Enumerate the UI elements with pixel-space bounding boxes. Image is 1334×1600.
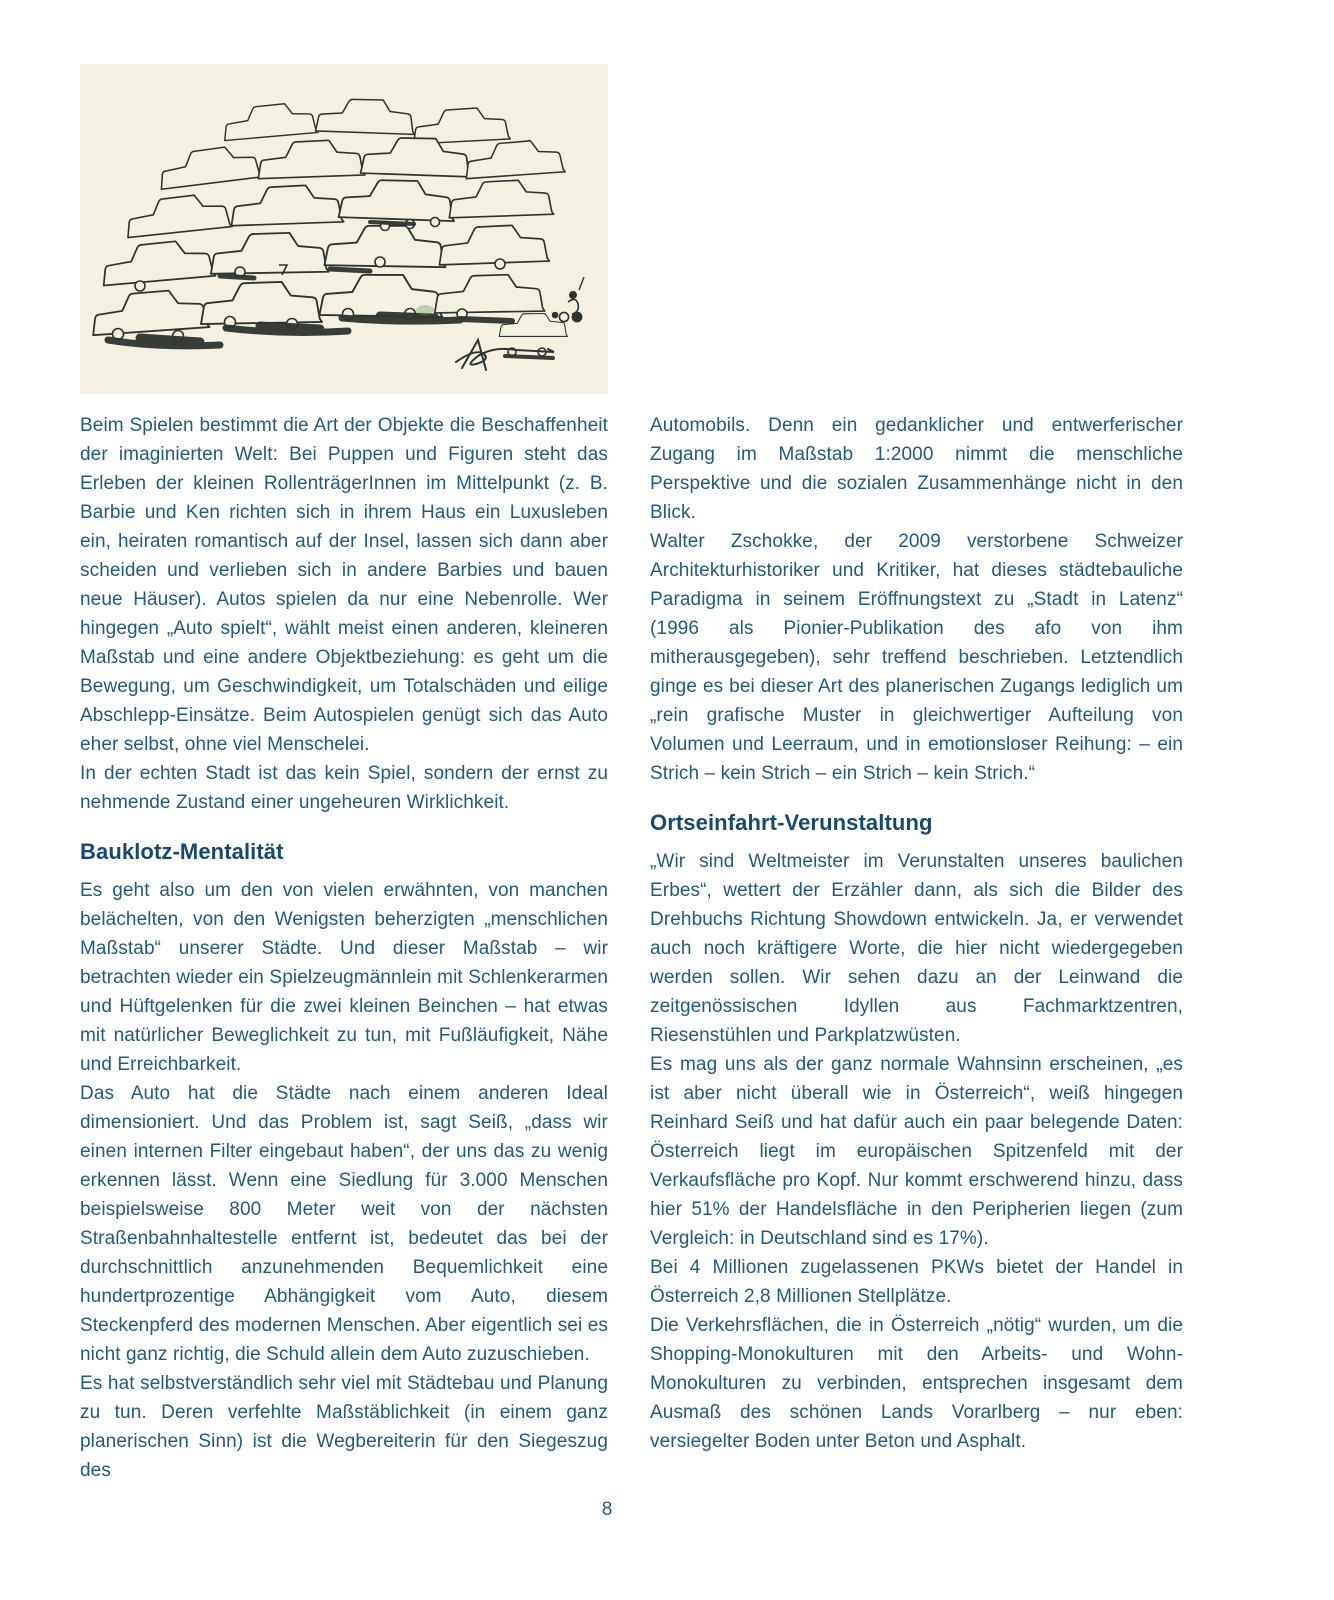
paragraph: In der echten Stadt ist das kein Spiel, sondern der ernst zu nehmende Zustand einer ungeheuren Wirklichkeit. [80, 763, 608, 813]
paragraph: Die Verkehrsflächen, die in Österreich „nötig“ wurden, um die Shopping-Monokulturen mit den Arbeits- und Wohn-Monokulturen zu verbinden, entsprechen insgesamt dem Ausmaß des schönen Lands Vorarlberg – nur eben: versiegelter Boden unter Beton und Asphalt. [650, 1315, 1183, 1452]
paragraph: Es mag uns als der ganz normale Wahnsinn erscheinen, „es ist aber nicht überall wie in Österreich“, weiß hingegen Reinhard Seiß und hat dafür auch ein paar belegende Daten: Österreich liegt im europäischen Spitzenfeld mit der Verkaufsfläche pro Kopf. Nur kommt erschwerend hinzu, dass hier 51% der Handelsfläche in den Peripherien liegen (zum Vergleich: in Deutschland sind es 17%). [650, 1054, 1183, 1249]
column-right [650, 411, 1183, 1456]
paragraph: Automobils. Denn ein gedanklicher und entwerferischer Zugang im Maßstab 1:2000 nimmt die menschliche Perspektive und die sozialen Zusammenhänge nicht in den Blick. [650, 415, 1183, 523]
column-left [80, 411, 608, 1485]
traffic-jam-sketch [80, 64, 608, 394]
page-number: 8 [601, 1499, 613, 1520]
section-heading: Ortseinfahrt-Verunstaltung [650, 810, 933, 835]
sketch-canvas [80, 64, 608, 394]
green-smudge [416, 305, 434, 315]
paragraph: Beim Spielen bestimmt die Art der Objekte die Beschaffenheit der imaginierten Welt: Bei Puppen und Figuren steht das Erleben der kleinen RollenträgerInnen im Mittelpunkt (z. B. Barbie und Ken richten sich in ihrem Haus ein Luxusleben ein, heiraten romantisch auf der Insel, lassen sich dann aber scheiden und verlieben sich in andere Barbies und bauen neue Häuser). Autos spielen da nur eine Nebenrolle. Wer hingegen „Auto spielt“, wählt meist einen anderen, kleineren Maßstab und eine andere Objektbeziehung: es geht um die Bewegung, um Geschwindigkeit, um Totalschäden und eilige Abschlepp-Einsätze. Beim Autospielen genügt sich das Auto eher selbst, ohne viel Menschelei. [80, 415, 608, 755]
paragraph: Das Auto hat die Städte nach einem anderen Ideal dimensioniert. Und das Problem ist, sagt Seiß, „dass wir einen internen Filter eingebaut haben“, der uns das zu wenig erkennen lässt. Wenn eine Siedlung für 3.000 Menschen beispielsweise 800 Meter weit von der nächsten Straßenbahnhaltestelle entfernt ist, bedeutet das bei der durchschnittlich anzunehmenden Bequemlichkeit eine hundertprozentige Abhängigkeit vom Auto, diesem Steckenpferd des modernen Menschen. Aber eigentlich sei es nicht ganz richtig, die Schuld allein dem Auto zuzuschieben. [80, 1083, 608, 1365]
paragraph: Es geht also um den von vielen erwähnten, von manchen belächelten, von den Wenigsten beherzigten „menschlichen Maßstab“ unserer Städte. Und dieser Maßstab – wir betrachten wieder ein Spielzeugmännlein mit Schlenkerarmen und Hüftgelenken für die zwei kleinen Beinchen – hat etwas mit natürlicher Beweglichkeit zu tun, mit Fußläufigkeit, Nähe und Erreichbarkeit. [80, 880, 608, 1075]
paragraph: Walter Zschokke, der 2009 verstorbene Schweizer Architekturhistoriker und Kritiker, hat dieses städtebauliche Paradigma in seinem Eröffnungstext zu „Stadt in Latenz“ (1996 als Pionier-Publikation des afo von ihm mitherausgegeben), sehr treffend beschrieben. Letztendlich ginge es bei dieser Art des planerischen Zugangs lediglich um „rein grafische Muster in gleichwertiger Aufteilung von Volumen und Leerraum, und in emotionsloser Reihung: – ein Strich – kein Strich – ein Strich – kein Strich.“ [650, 531, 1183, 784]
paragraph: „Wir sind Weltmeister im Verunstalten unseres baulichen Erbes“, wettert der Erzähler dann, als sich die Bilder des Drehbuchs Richtung Showdown entwickeln. Ja, er verwendet auch noch kräftigere Worte, die hier nicht wiedergegeben werden sollen. Wir sehen dazu an der Leinwand die zeitgenössischen Idyllen aus Fachmarktzentren, Riesenstühlen und Parkplatzwüsten. [650, 851, 1183, 1046]
paragraph: Es hat selbstverständlich sehr viel mit Städtebau und Planung zu tun. Deren verfehlte Maßstäblichkeit (in einem ganz planerischen Sinn) ist die Wegbereiterin für den Siegeszug des [80, 1373, 608, 1481]
section-heading: Bauklotz-Mentalität [80, 839, 284, 864]
paragraph: Bei 4 Millionen zugelassenen PKWs bietet der Handel in Österreich 2,8 Millionen Stellplätze. [650, 1257, 1183, 1307]
